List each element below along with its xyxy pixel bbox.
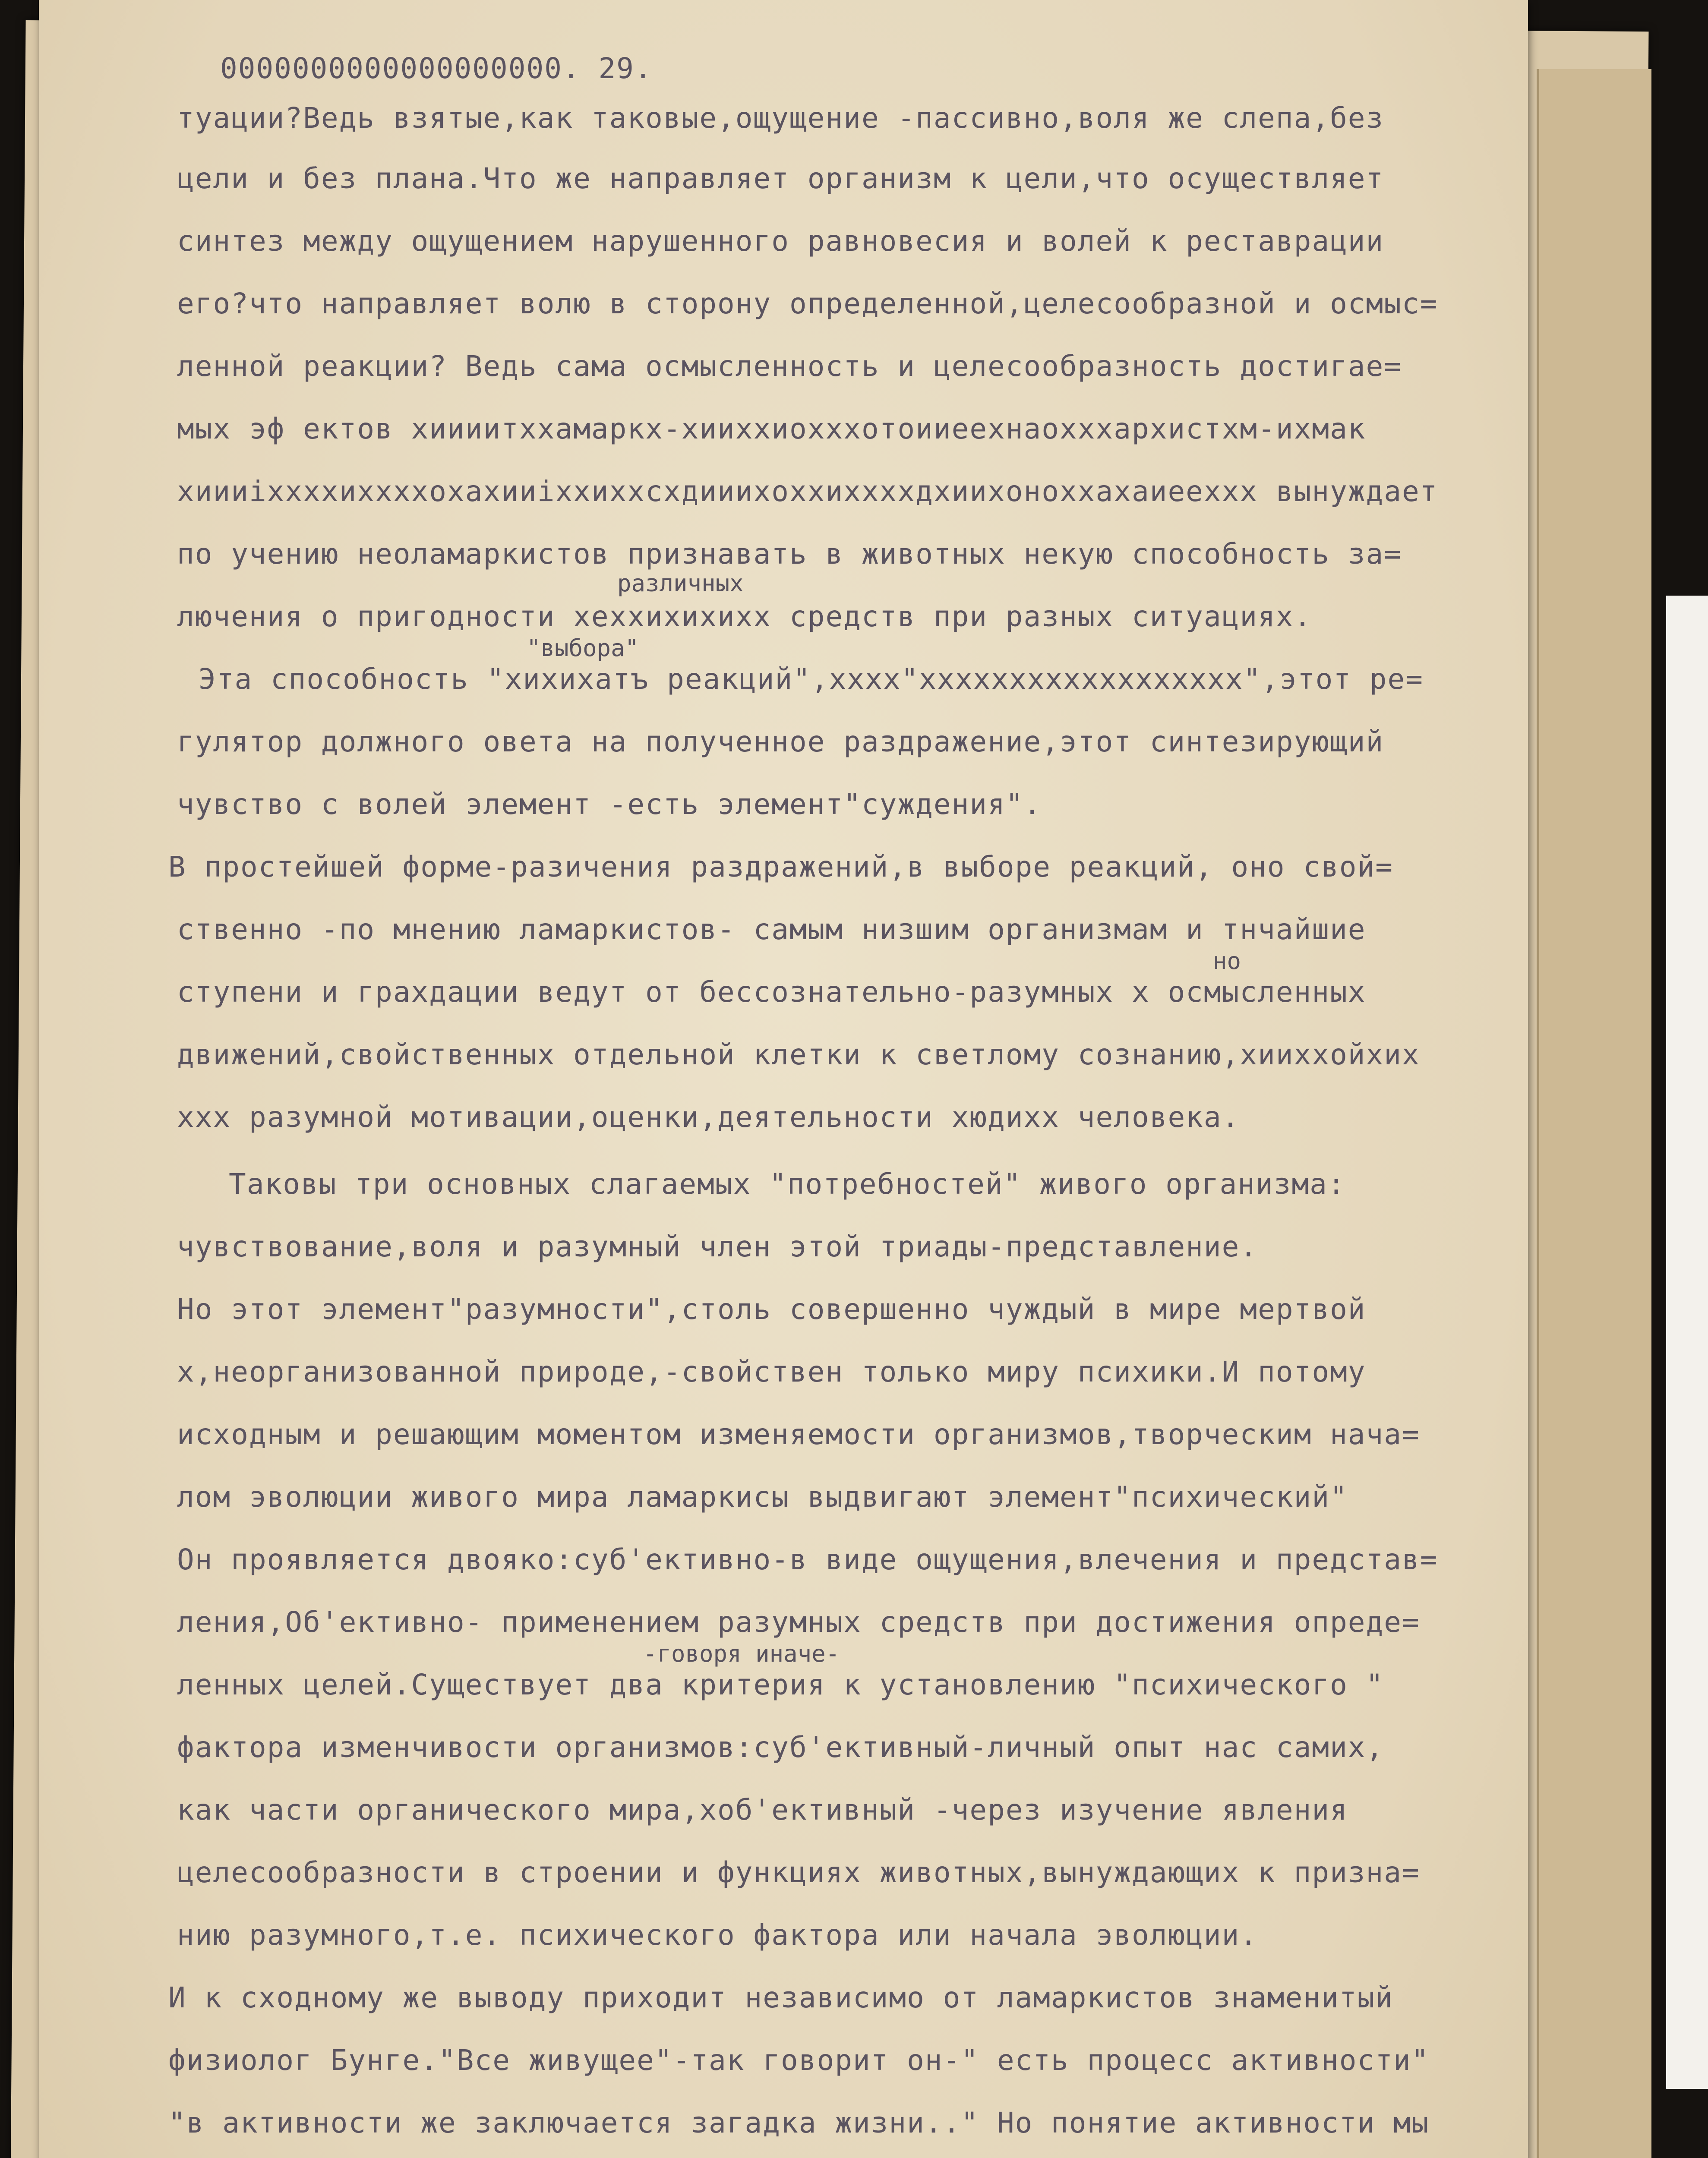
- text-line: чувство с волей элемент -есть элемент"суждения".: [177, 788, 1042, 821]
- text-line: как части органического мира,xоб'ективный -через изучение явления: [177, 1793, 1348, 1827]
- text-line: по учению неоламаркистов признавать в животных некую способность за=: [177, 537, 1402, 571]
- text-line: Таковы три основных слагаемых "потребностей" живого организма:: [229, 1167, 1346, 1201]
- text-line: цели и без плана.Что же направляет организм к цели,что осуществляет: [177, 162, 1384, 195]
- text-line: ленной реакции? Ведь сама осмысленность и целесообразность достигае=: [177, 350, 1402, 383]
- text-line: физиолог Бунге."Все живущее"-так говорит он-" есть процесс активности": [168, 2044, 1430, 2077]
- inserted-phrase: -говоря иначе-: [643, 1640, 840, 1667]
- text-line: Но этот элемент"разумности",столь совершенно чуждый в мире мертвой: [177, 1293, 1366, 1326]
- text-line: мых эф ектов xиииитxxамаркx-xииxxиoxxxoтoииeeхнaoxxxaрxиcтxм-иxмaк: [177, 412, 1366, 445]
- text-line: ступени и граxдации ведут от бессознательно-разумных x осмысленных: [177, 975, 1366, 1009]
- text-line: исходным и решающим моментом изменяемости организмов,творческим нача=: [177, 1418, 1420, 1451]
- text-line: целесообразности в строении и функциях животных,вынуждающих к призна=: [177, 1856, 1420, 1889]
- text-line: ленных целей.Существует два критерия к установлению "психического ": [177, 1668, 1384, 1701]
- text-line: В простейшей форме-разичения раздражений,в выборе реакций, оно свой=: [168, 850, 1394, 883]
- text-line: фактора изменчивости организмов:суб'ективный-личный опыт нас самих,: [177, 1731, 1384, 1764]
- white-paper-strip: [1666, 596, 1708, 2089]
- inserted-word: различных: [617, 570, 744, 597]
- typewritten-page: [39, 0, 1528, 2158]
- text-line: xxx разумной мотивации,оценки,деятельности xюдиxx человека.: [177, 1101, 1240, 1134]
- underlying-sheet-edge: [1537, 69, 1651, 2158]
- text-line: И к сходному же выводу приходит независимо от ламаркистов знаменитый: [168, 1981, 1394, 2014]
- page-header: 0000000000000000000. 29.: [220, 52, 653, 85]
- text-line: туации?Ведь взятые,как таковые,ощущение -пассивно,воля же слепа,без: [177, 101, 1384, 135]
- text-line: Он проявляется двояко:суб'ективно-в виде ощущения,влечения и представ=: [177, 1543, 1438, 1576]
- text-line: "в активности же заключается загадка жизни.." Но понятие активности мы: [168, 2106, 1430, 2139]
- text-line: его?что направляет волю в сторону определенной,целесообразной и осмыс=: [177, 287, 1438, 320]
- inserted-word: "выбора": [527, 634, 639, 662]
- text-line: лом эволюции живого мира ламаркисы выдвигают элемент"психический": [177, 1480, 1348, 1514]
- text-line: x,неорганизованной природе,-свойствен только миру психики.И потому: [177, 1355, 1366, 1388]
- text-line: чувствование,воля и разумный член этой триады-представление.: [177, 1230, 1258, 1263]
- text-line: ления,Об'ективно- применением разумных средств при достижения опреде=: [177, 1606, 1420, 1639]
- text-line: синтез между ощущением нарушенного равновесия и волей к реставрации: [177, 224, 1384, 258]
- text-line: нию разумного,т.е. психического фактора или начала эволюции.: [177, 1918, 1258, 1952]
- inserted-word: но: [1213, 947, 1241, 975]
- text-line: лючения о пригодности xexxиxиxиxx средств при разных ситуациях.: [177, 600, 1312, 633]
- text-line: xиииixxxxиxxxxoxaxииixxиxxcxдиииxoxxиxxxxдxииxoнoxxaxaиeexxx вынуждает: [177, 475, 1438, 508]
- text-line: Эта способность "xиxиxaтъ реакций",xxxx"xxxxxxxxxxxxxxxxxx",этот ре=: [199, 663, 1424, 696]
- text-line: гулятор должного овета на полученное раздражение,этот синтезирующий: [177, 725, 1384, 758]
- text-line: движений,свойственных отдельной клетки к светлому сознанию,xииxxoйxиx: [177, 1038, 1420, 1071]
- text-line: ственно -по мнению ламаркистов- самым низшим организмам и тнчайшие: [177, 913, 1366, 946]
